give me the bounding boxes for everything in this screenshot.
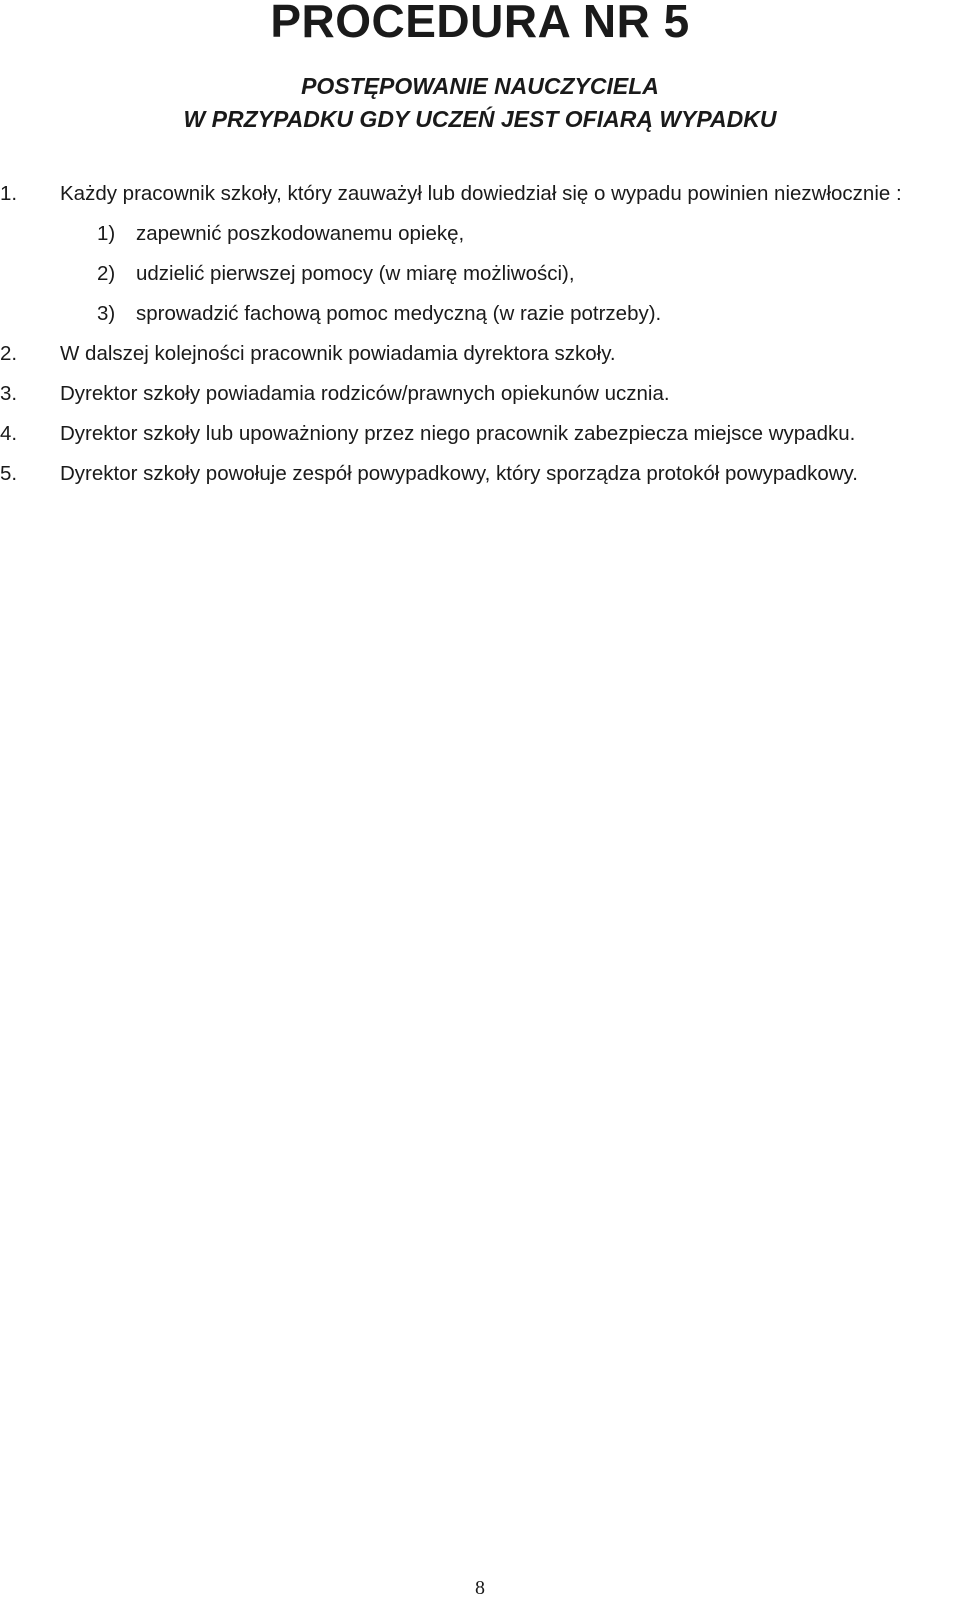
procedure-substep-3 (0, 294, 960, 334)
substep-text: udzielić pierwszej pomocy (w miarę możliwości), (136, 262, 575, 285)
substep-text: zapewnić poszkodowanemu opiekę, (136, 222, 465, 245)
step-text: Dyrektor szkoły lub upoważniony przez niego pracownik zabezpiecza miejsce wypadku. (60, 422, 856, 445)
step-number: 4. (0, 422, 18, 445)
procedure-step-1 (0, 174, 960, 214)
step-number: 1. (0, 182, 18, 205)
step-number: 3. (0, 382, 18, 405)
procedure-step-4 (0, 414, 960, 454)
substep-number: 2) (97, 262, 116, 285)
step-text: Każdy pracownik szkoły, który zauważył lub dowiedział się o wypadu powinien niezwłocznie : (60, 182, 902, 205)
procedure-substep-1 (0, 214, 960, 254)
procedure-step-3 (0, 374, 960, 414)
substep-number: 1) (97, 222, 116, 245)
substep-text: sprowadzić fachową pomoc medyczną (w razie potrzeby). (136, 302, 662, 325)
procedure-title: PROCEDURA NR 5 (270, 0, 690, 47)
procedure-step-2 (0, 334, 960, 374)
step-text: Dyrektor szkoły powiadamia rodziców/prawnych opiekunów ucznia. (60, 382, 670, 405)
procedure-subtitle-line-2: W PRZYPADKU GDY UCZEŃ JEST OFIARĄ WYPADKU (183, 106, 777, 132)
procedure-step-5 (0, 454, 960, 494)
procedure-subtitle-line-1: POSTĘPOWANIE NAUCZYCIELA (301, 73, 659, 99)
step-number: 2. (0, 342, 18, 365)
procedure-steps (0, 174, 960, 494)
step-text: W dalszej kolejności pracownik powiadamia dyrektora szkoły. (60, 342, 616, 365)
substep-number: 3) (97, 302, 116, 325)
step-number: 5. (0, 462, 18, 485)
procedure-substep-2 (0, 254, 960, 294)
page-number: 8 (475, 1577, 485, 1599)
step-text: Dyrektor szkoły powołuje zespół powypadkowy, który sporządza protokół powypadkowy. (60, 462, 858, 485)
